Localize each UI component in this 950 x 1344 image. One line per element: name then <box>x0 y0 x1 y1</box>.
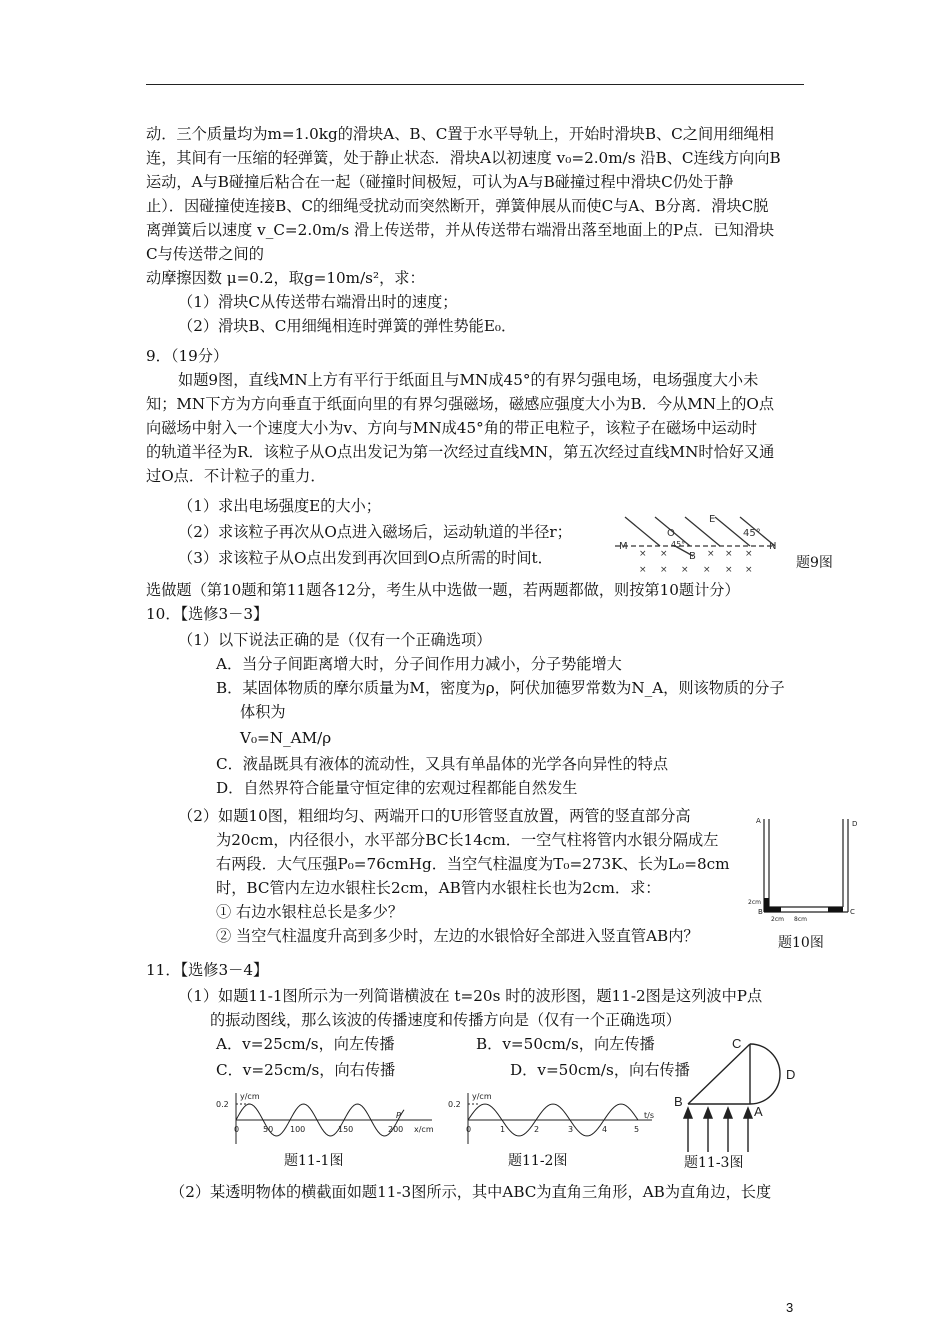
text-line: 右两段．大气压强P₀=76cmHg．当空气柱温度为T₀=273K、长为L₀=8cm <box>216 855 730 873</box>
text-line: ② 当空气柱温度升高到多少时，左边的水银恰好全部进入竖直管AB内？ <box>216 927 699 945</box>
figure-9 <box>615 512 785 582</box>
fig10-label-2cm-mid: 2cm <box>771 916 784 923</box>
fig11-2-tick-2: 2 <box>534 1125 540 1134</box>
text-line: C．v=25cm/s，向右传播 <box>216 1061 396 1079</box>
text-line: （2）某透明物体的横截面如题11-3图所示，其中ABC为直角三角形，AB为直角边，长度 <box>170 1183 772 1201</box>
text-line: （1）求出电场强度E的大小； <box>178 497 381 515</box>
text-line: 过O点．不计粒子的重力． <box>146 467 326 485</box>
text-line: （1）如题11-1图所示为一列简谐横波在 t=20s 时的波形图，题11-2图是这列波中P点 <box>178 987 763 1005</box>
text-line: 9．（19分） <box>146 347 229 365</box>
fig11-1-point-p: P <box>396 1111 401 1120</box>
fig11-2-value: 0.2 <box>448 1100 461 1109</box>
fig10-label-b: B <box>758 908 763 916</box>
text-line: 时，BC管内左边水银柱长2cm，AB管内水银柱长也为2cm．求： <box>216 879 661 897</box>
fig11-3-label-a: A <box>754 1104 763 1119</box>
svg-text:×: × <box>703 565 711 575</box>
fig11-1-value: 0.2 <box>216 1100 229 1109</box>
fig9-caption: 题9图 <box>796 555 833 571</box>
svg-text:×: × <box>725 565 733 575</box>
text-line: 知；MN下方为方向垂直于纸面向里的有界匀强磁场，磁感应强度大小为B．今从MN上的O点 <box>146 395 775 413</box>
fig11-1-tick-50: 50 <box>263 1125 274 1134</box>
fig10-label-c: C <box>850 908 855 916</box>
svg-text:×: × <box>725 549 733 559</box>
svg-text:×: × <box>681 565 689 575</box>
text-line: （3）求该粒子从O点出发到再次回到O点所需的时间t． <box>178 549 553 567</box>
svg-text:×: × <box>660 565 668 575</box>
fig11-1-tick-0: 0 <box>234 1125 240 1134</box>
text-line: 10．【选修3－3】 <box>146 605 269 623</box>
figure-11-1 <box>210 1088 435 1148</box>
fig11-2-tick-1: 1 <box>500 1125 506 1134</box>
header-rule <box>146 84 804 85</box>
fig10-label-8cm: 8cm <box>794 916 807 923</box>
fig11-2-tick-4: 4 <box>602 1125 608 1134</box>
text-line: 体积为 <box>240 703 286 721</box>
text-line: 的振动图线，那么该波的传播速度和传播方向是（仅有一个正确选项） <box>210 1011 681 1029</box>
text-line: D．v=50cm/s，向右传播 <box>510 1061 690 1079</box>
svg-text:×: × <box>639 565 647 575</box>
figure-11-2 <box>446 1088 656 1148</box>
text-line: 离弹簧后以速度 v_C=2.0m/s 滑上传送带，并从传送带右端滑出落至地面上的P点．已知滑块 <box>146 221 775 239</box>
fig11-1-yaxis: y/cm <box>240 1092 260 1101</box>
fig11-2-xaxis: t/s <box>644 1111 654 1120</box>
text-line: （2）滑块B、C用细绳相连时弹簧的弹性势能E₀． <box>178 317 517 335</box>
fig11-2-tick-5: 5 <box>634 1125 640 1134</box>
text-line: （1）以下说法正确的是（仅有一个正确选项） <box>178 631 492 649</box>
fig9-label-n: N <box>769 541 777 552</box>
figure-11-3 <box>672 1034 812 1154</box>
fig11-1-tick-100: 100 <box>290 1125 306 1134</box>
fig10-label-d: D <box>852 820 858 828</box>
fig10-caption: 题10图 <box>778 935 824 951</box>
text-line: C．液晶既具有液体的流动性，又具有单晶体的光学各向异性的特点 <box>216 755 669 773</box>
fig9-label-o: O <box>667 528 675 539</box>
fig11-3-label-c: C <box>732 1036 742 1051</box>
text-line: B．某固体物质的摩尔质量为M，密度为ρ，阿伏加德罗常数为N_A，则该物质的分子 <box>216 679 785 697</box>
fig11-1-tick-200: 200 <box>388 1125 404 1134</box>
page-number: 3 <box>786 1300 794 1315</box>
fig11-1-caption: 题11-1图 <box>284 1153 344 1169</box>
fig11-1-tick-150: 150 <box>338 1125 354 1134</box>
text-line: （2）求该粒子再次从O点进入磁场后，运动轨道的半径r； <box>178 523 572 541</box>
text-line: 的轨道半径为R．该粒子从O点出发记为第一次经过直线MN，第五次经过直线MN时恰好又通 <box>146 443 775 461</box>
text-line: ① 右边水银柱总长是多少？ <box>216 903 404 921</box>
fig11-2-yaxis: y/cm <box>472 1092 492 1101</box>
text-line: A．当分子间距离增大时，分子间作用力减小，分子势能增大 <box>216 655 622 673</box>
svg-text:×: × <box>745 549 753 559</box>
text-line: 动．三个质量均为m=1.0kg的滑块A、B、C置于水平导轨上，开始时滑块B、C之间用细绳相 <box>146 125 774 143</box>
text-line: （2）如题10图，粗细均匀、两端开口的U形管竖直放置，两管的竖直部分高 <box>178 807 691 825</box>
text-line: V₀=N_AM/ρ <box>240 729 332 747</box>
svg-text:×: × <box>745 565 753 575</box>
svg-text:×: × <box>639 549 647 559</box>
text-line: C与传送带之间的 <box>146 245 264 263</box>
text-line: （1）滑块C从传送带右端滑出时的速度； <box>178 293 458 311</box>
text-line: D．自然界符合能量守恒定律的宏观过程都能自然发生 <box>216 779 578 797</box>
svg-text:×: × <box>660 549 668 559</box>
fig11-2-tick-0: 0 <box>466 1125 472 1134</box>
fig10-label-a: A <box>756 817 761 825</box>
text-line: 选做题（第10题和第11题各12分，考生从中选做一题，若两题都做，则按第10题计分） <box>146 581 740 599</box>
fig9-label-angle2: 45° <box>671 540 686 549</box>
fig11-3-caption: 题11-3图 <box>684 1155 744 1171</box>
text-line: 向磁场中射入一个速度大小为v、方向与MN成45°角的带正电粒子，该粒子在磁场中运动时 <box>146 419 758 437</box>
text-line: 11．【选修3－4】 <box>146 961 269 979</box>
fig11-3-label-b: B <box>674 1094 683 1109</box>
text-line: 止）．因碰撞使连接B、C的细绳受扰动而突然断开，弹簧伸展从而使C与A、B分离．滑块C脱 <box>146 197 769 215</box>
fig9-label-angle: 45° <box>743 528 761 539</box>
text-line: B．v=50cm/s，向左传播 <box>476 1035 655 1053</box>
fig11-2-tick-3: 3 <box>568 1125 574 1134</box>
fig9-label-e: E <box>709 514 716 525</box>
fig10-label-2cm-left: 2cm <box>748 899 761 906</box>
text-line: 为20cm，内径很小，水平部分BC长14cm．一空气柱将管内水银分隔成左 <box>216 831 719 849</box>
text-line: 如题9图，直线MN上方有平行于纸面且与MN成45°的有界匀强电场，电场强度大小未 <box>178 371 759 389</box>
text-line: 动摩擦因数 μ=0.2，取g=10m/s²，求： <box>146 269 425 287</box>
figure-10 <box>748 814 862 929</box>
fig11-2-caption: 题11-2图 <box>508 1153 568 1169</box>
text-line: 连，其间有一压缩的轻弹簧，处于静止状态．滑块A以初速度 v₀=2.0m/s 沿B、C连线方向向B <box>146 149 781 167</box>
fig11-1-xaxis: x/cm <box>414 1125 434 1134</box>
text-line: A．v=25cm/s，向左传播 <box>216 1035 395 1053</box>
fig9-label-b: B <box>689 551 696 562</box>
svg-text:×: × <box>707 549 715 559</box>
text-line: 运动，A与B碰撞后粘合在一起（碰撞时间极短，可认为A与B碰撞过程中滑块C仍处于静 <box>146 173 734 191</box>
fig11-3-label-d: D <box>786 1067 796 1082</box>
fig9-label-m: M <box>619 541 628 552</box>
